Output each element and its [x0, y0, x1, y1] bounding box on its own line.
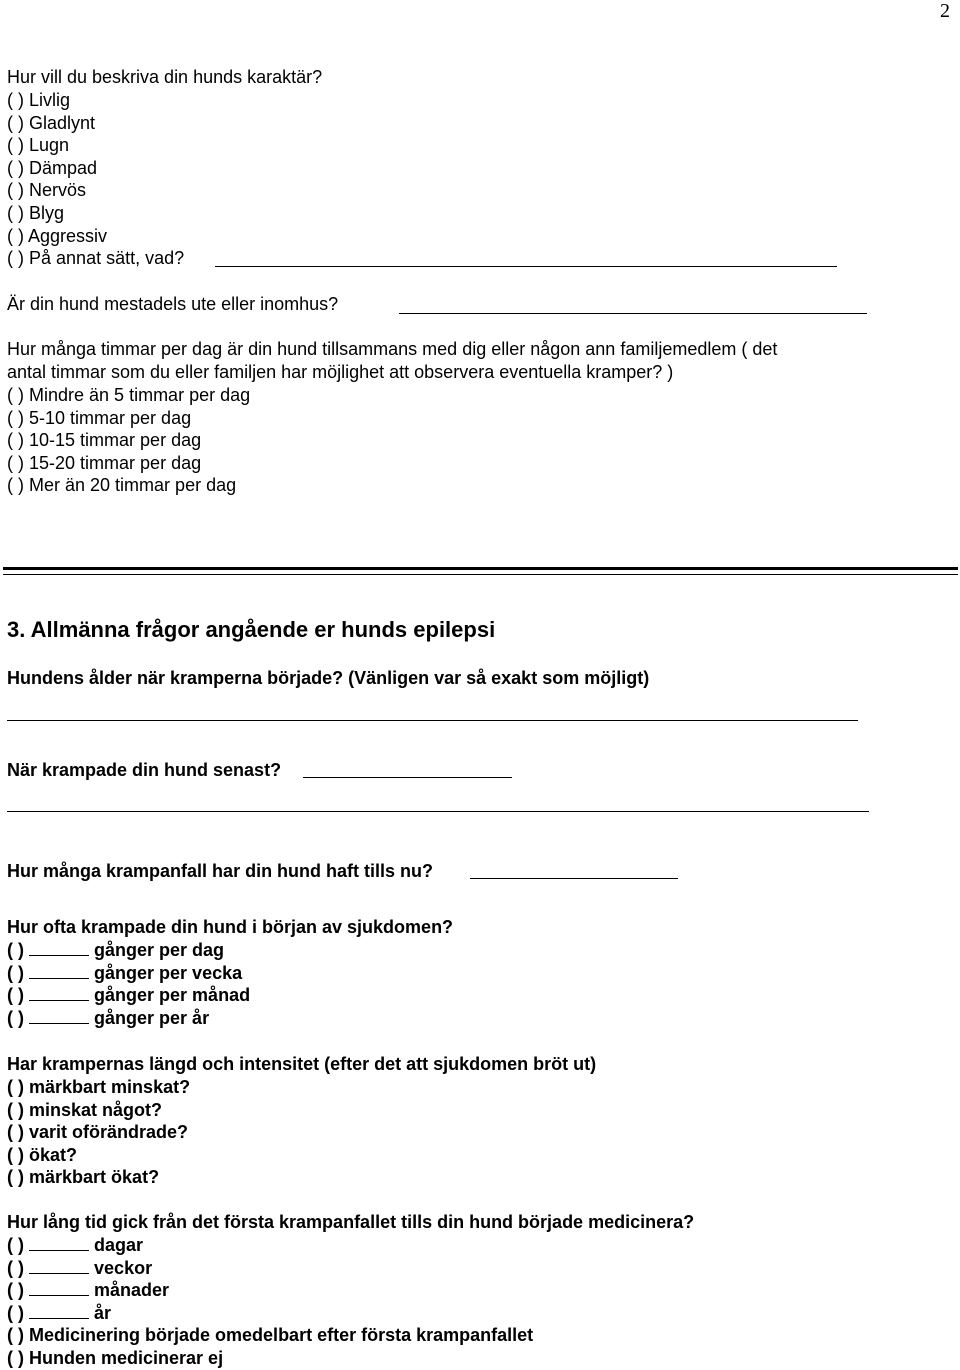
option-label: På annat sätt, vad? — [29, 248, 185, 269]
blank-field[interactable] — [29, 1007, 89, 1024]
question-age: Hundens ålder när kramperna började? (Vänligen var så exakt som möjligt) — [7, 668, 650, 688]
option-label: 10-15 timmar per dag — [29, 430, 202, 451]
answer-line-count[interactable] — [470, 878, 678, 879]
checkbox[interactable]: ( ) — [7, 248, 24, 269]
answer-line-annat[interactable] — [215, 266, 837, 267]
length-options — [7, 1076, 190, 1189]
checkbox[interactable]: ( ) — [7, 1167, 24, 1188]
option-med-years[interactable] — [7, 1302, 533, 1325]
question-length: Har krampernas längd och intensitet (efter det att sjukdomen bröt ut) — [7, 1054, 597, 1074]
blank-field[interactable] — [29, 984, 89, 1001]
option-label: år — [94, 1302, 112, 1323]
option-med-immediate[interactable] — [7, 1324, 533, 1347]
checkbox[interactable]: ( ) — [7, 985, 24, 1006]
checkbox[interactable]: ( ) — [7, 1280, 24, 1301]
checkbox[interactable]: ( ) — [7, 112, 24, 133]
option-label: märkbart minskat? — [29, 1077, 191, 1097]
blank-field[interactable] — [29, 939, 89, 956]
question-character: Hur vill du beskriva din hunds karaktär? — [7, 67, 323, 87]
option-hours-1[interactable] — [7, 384, 250, 407]
checkbox[interactable]: ( ) — [7, 1235, 24, 1255]
checkbox[interactable]: ( ) — [7, 430, 24, 451]
checkbox[interactable]: ( ) — [7, 1007, 24, 1028]
frequency-options — [7, 939, 250, 1029]
option-label: gånger per månad — [94, 985, 251, 1006]
option-med-weeks[interactable] — [7, 1257, 533, 1280]
checkbox[interactable]: ( ) — [7, 1077, 24, 1097]
option-aggressiv[interactable] — [7, 225, 184, 248]
section-divider — [3, 567, 958, 570]
option-label: Hunden medicinerar ej — [29, 1347, 224, 1368]
checkbox[interactable]: ( ) — [7, 135, 24, 156]
option-label: minskat något? — [29, 1099, 163, 1120]
option-freq-month[interactable] — [7, 984, 250, 1007]
checkbox[interactable]: ( ) — [7, 1302, 24, 1323]
option-med-days[interactable] — [7, 1234, 533, 1257]
checkbox[interactable]: ( ) — [7, 475, 24, 496]
checkbox[interactable]: ( ) — [7, 202, 24, 223]
option-gladlynt[interactable] — [7, 112, 184, 135]
checkbox[interactable]: ( ) — [7, 407, 24, 428]
option-label: 15-20 timmar per dag — [29, 452, 202, 473]
checkbox[interactable]: ( ) — [7, 1122, 24, 1143]
blank-field[interactable] — [29, 1257, 89, 1274]
question-hours-line2: antal timmar som du eller familjen har möjlighet att observera eventuella kramper? ) — [7, 362, 674, 382]
option-length-2[interactable] — [7, 1099, 190, 1122]
question-hours-line1: Hur många timmar per dag är din hund tillsammans med dig eller någon ann familjemedlem ( det — [7, 339, 778, 359]
option-label: Aggressiv — [28, 225, 108, 246]
checkbox[interactable]: ( ) — [7, 452, 24, 473]
question-outdoors: Är din hund mestadels ute eller inomhus? — [7, 294, 339, 314]
checkbox[interactable]: ( ) — [7, 940, 24, 960]
option-label: Blyg — [29, 202, 65, 223]
option-label: dagar — [94, 1235, 144, 1255]
option-hours-2[interactable] — [7, 407, 250, 430]
hours-options — [7, 384, 250, 497]
checkbox[interactable]: ( ) — [7, 1347, 24, 1368]
option-med-months[interactable] — [7, 1279, 533, 1302]
option-freq-year[interactable] — [7, 1007, 250, 1030]
option-label: Nervös — [29, 180, 87, 201]
option-length-1[interactable] — [7, 1076, 190, 1099]
option-length-4[interactable] — [7, 1144, 190, 1167]
option-label: gånger per år — [94, 1007, 210, 1028]
answer-line-outdoors[interactable] — [399, 313, 867, 314]
medication-options — [7, 1234, 533, 1370]
option-length-5[interactable] — [7, 1166, 190, 1189]
option-blyg[interactable] — [7, 202, 184, 225]
option-freq-week[interactable] — [7, 962, 250, 985]
blank-field[interactable] — [29, 1302, 89, 1319]
checkbox[interactable]: ( ) — [7, 962, 24, 983]
question-frequency: Hur ofta krampade din hund i början av sjukdomen? — [7, 917, 454, 937]
option-hours-4[interactable] — [7, 452, 250, 475]
checkbox[interactable]: ( ) — [7, 1325, 24, 1346]
option-label: Mer än 20 timmar per dag — [29, 475, 237, 496]
option-label: ökat? — [29, 1144, 78, 1165]
option-label: Livlig — [29, 90, 71, 110]
option-label: gånger per dag — [94, 940, 225, 960]
section-divider-thin — [3, 574, 958, 575]
question-count: Hur många krampanfall har din hund haft tills nu? — [7, 861, 434, 881]
section-heading: 3. Allmänna frågor angående er hunds epilepsi — [7, 617, 496, 642]
checkbox[interactable]: ( ) — [7, 180, 24, 201]
answer-line-last[interactable] — [303, 777, 512, 778]
character-options — [7, 89, 184, 270]
option-hours-3[interactable] — [7, 429, 250, 452]
option-label: månader — [94, 1280, 170, 1301]
option-label: Medicinering började omedelbart efter första krampanfallet — [29, 1325, 534, 1346]
blank-field[interactable] — [29, 962, 89, 979]
checkbox[interactable]: ( ) — [7, 1144, 24, 1165]
answer-line-age[interactable] — [7, 720, 858, 721]
option-label: Lugn — [29, 135, 70, 156]
answer-line-last-2[interactable] — [7, 811, 869, 812]
option-label: gånger per vecka — [94, 962, 243, 983]
blank-field[interactable] — [29, 1279, 89, 1296]
checkbox[interactable]: ( ) — [7, 157, 24, 178]
option-label: Gladlynt — [29, 112, 96, 133]
option-nervos[interactable] — [7, 179, 184, 202]
option-length-3[interactable] — [7, 1121, 190, 1144]
checkbox[interactable]: ( ) — [7, 1099, 24, 1120]
option-label: varit oförändrade? — [29, 1122, 189, 1143]
option-lugn[interactable] — [7, 134, 184, 157]
checkbox[interactable]: ( ) — [7, 385, 24, 405]
checkbox[interactable]: ( ) — [7, 90, 24, 110]
option-livlig[interactable] — [7, 89, 184, 112]
option-annat[interactable] — [7, 247, 184, 270]
option-label: veckor — [94, 1257, 153, 1278]
question-last: När krampade din hund senast? — [7, 760, 282, 780]
page-number: 2 — [940, 0, 950, 22]
option-label: märkbart ökat? — [29, 1167, 160, 1188]
option-hours-5[interactable] — [7, 474, 250, 497]
checkbox[interactable]: ( ) — [7, 225, 24, 246]
option-label: Dämpad — [29, 157, 98, 178]
option-label: Mindre än 5 timmar per dag — [29, 385, 251, 405]
option-label: 5-10 timmar per dag — [29, 407, 192, 428]
checkbox[interactable]: ( ) — [7, 1257, 24, 1278]
blank-field[interactable] — [29, 1234, 89, 1251]
option-med-none[interactable] — [7, 1347, 533, 1370]
option-freq-day[interactable] — [7, 939, 250, 962]
question-medication: Hur lång tid gick från det första krampanfallet tills din hund började medicinera? — [7, 1212, 695, 1232]
option-dampad[interactable] — [7, 157, 184, 180]
